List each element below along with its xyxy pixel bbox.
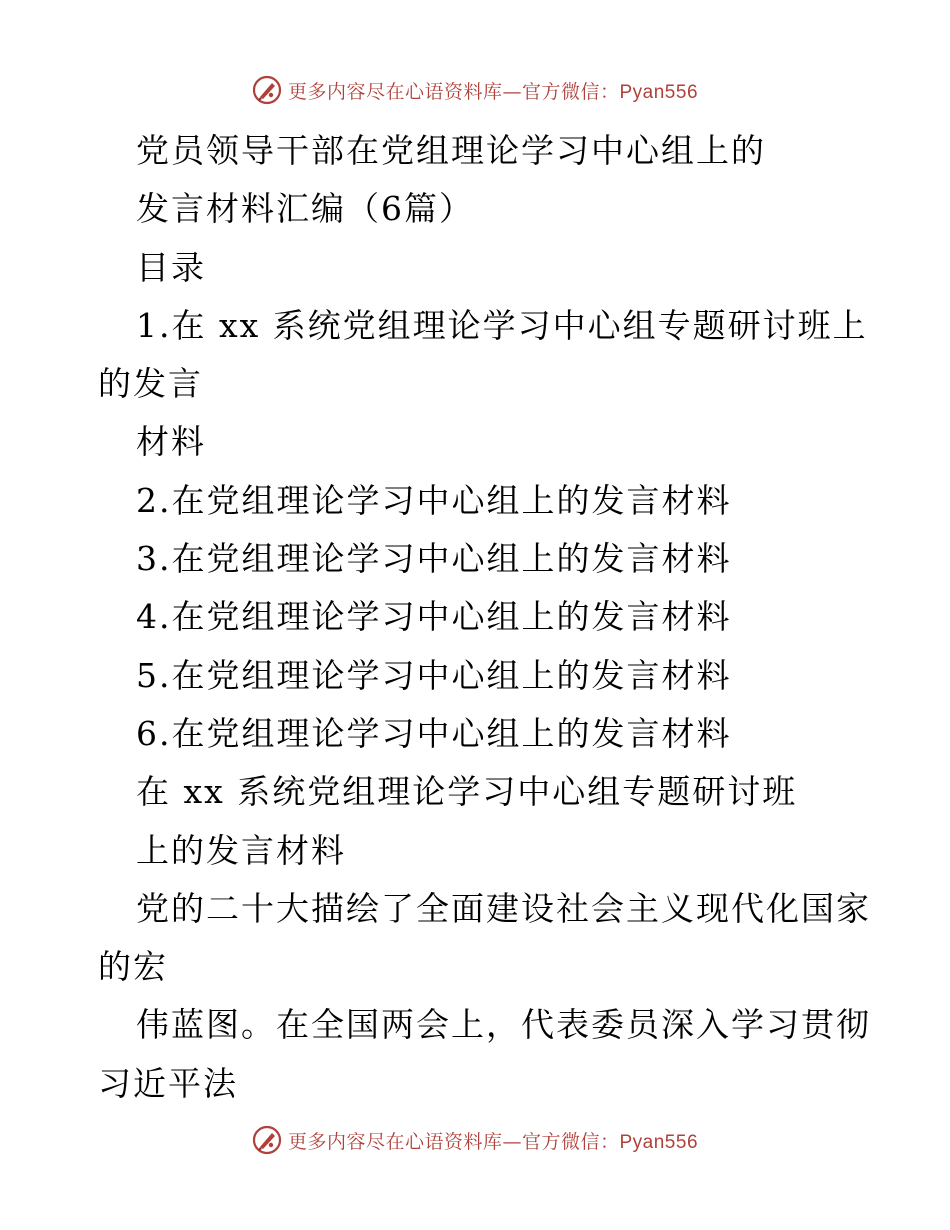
text-line: 党的二十大描绘了全面建设社会主义现代化国家 [136,888,871,928]
text-line: 3.在党组理论学习中心组上的发言材料 [136,539,732,579]
text-line: 材料 [136,422,206,462]
text-line: 5.在党组理论学习中心组上的发言材料 [136,655,732,695]
text-line: 6.在党组理论学习中心组上的发言材料 [136,713,732,753]
watermark-group [252,75,698,105]
text-line: 目录 [136,247,206,287]
pen-logo-icon [252,1125,282,1155]
text-line: 4.在党组理论学习中心组上的发言材料 [136,597,732,637]
watermark-text: 更多内容尽在心语资料库—官方微信：Pyan556 [287,1130,699,1153]
text-line: 2.在党组理论学习中心组上的发言材料 [136,480,732,520]
text-line: 党员领导干部在党组理论学习中心组上的 [136,131,766,170]
text-line: 的发言 [98,364,203,404]
text-line: 发言材料汇编（6篇） [136,189,474,229]
pen-logo-icon [252,75,282,105]
text-line: 在 xx 系统党组理论学习中心组专题研讨班 [136,772,798,812]
text-line: 1.在 xx 系统党组理论学习中心组专题研讨班上 [136,305,868,345]
watermark-text: 更多内容尽在心语资料库—官方微信：Pyan556 [287,80,699,103]
header-watermark [0,70,950,110]
text-line: 上的发言材料 [136,830,346,870]
text-line: 的宏 [98,947,168,987]
document-body [98,122,871,1113]
text-line: 习近平法 [98,1063,238,1103]
footer-watermark [0,1120,950,1160]
text-line: 伟蓝图。在全国两会上，代表委员深入学习贯彻 [136,1005,871,1045]
watermark-group [252,1125,698,1155]
